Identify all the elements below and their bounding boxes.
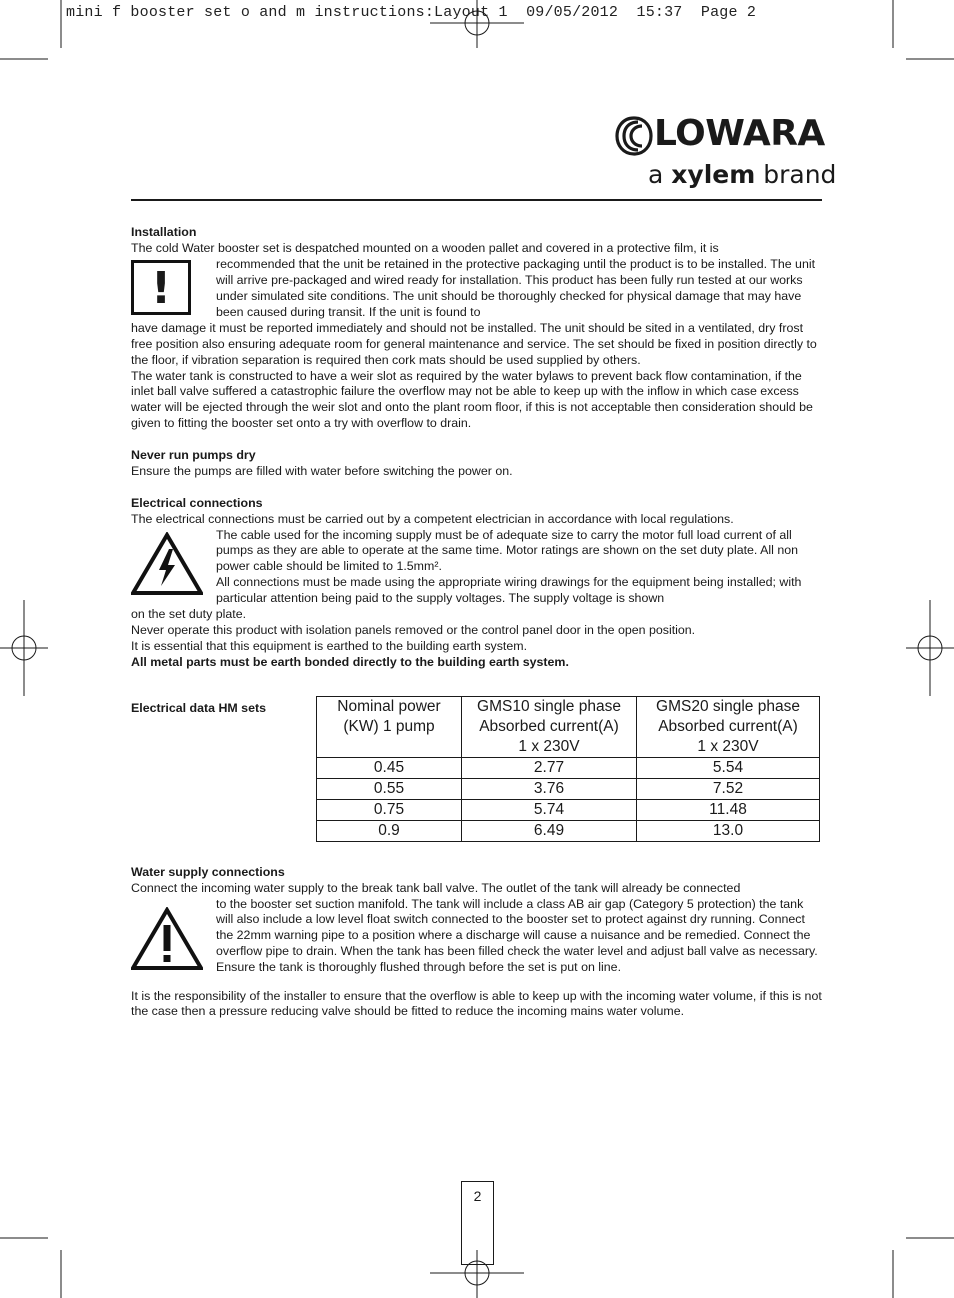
page-number: 2 (461, 1181, 494, 1265)
electric-hazard-icon (131, 532, 203, 596)
cell-power: 0.75 (317, 799, 462, 820)
water-supply-details: to the booster set suction manifold. The tank will include a class AB air gap (Category 5 protection) the tank will also include a low level float switch connected to the booster set to protect against dry running. Connect the 22mm warning pipe to a position where a discharge will cause a nuisance and be remedied. Connect the overflow pipe to drain. When the tank has been filled check the water level and adjust ball valve as necessary. (216, 896, 818, 959)
cell-power: 0.55 (317, 778, 462, 799)
electrical-cable: The cable used for the incoming supply must be of adequate size to carry the motor full load current of all pumps as they are able to operate at the same time. Motor ratings are shown on the set duty plate. All non power cable should be limited to 1.5mm². (216, 527, 799, 574)
electrical-panels: Never operate this product with isolation panels removed or the control panel door in the open position. (131, 623, 696, 637)
print-slug: mini f booster set o and m instructions:Layout 1 09/05/2012 15:37 Page 2 (66, 4, 757, 21)
header-gms10: GMS10 single phase Absorbed current(A) 1 x 230V (462, 696, 637, 757)
electrical-data-title: Electrical data HM sets (131, 700, 266, 715)
electrical-data-table (316, 696, 820, 842)
exclamation-box-icon: ! (131, 260, 191, 315)
table-row (317, 820, 820, 841)
electrical-earth: It is essential that this equipment is earthed to the building earth system. (131, 638, 528, 653)
table-header-row (317, 696, 820, 757)
water-supply-intro: Connect the incoming water supply to the break tank ball valve. The outlet of the tank will already be connected (131, 880, 741, 895)
water-supply-flush: Ensure the tank is thoroughly flushed through before the set is put on line. (216, 960, 622, 975)
installation-beside-icon: recommended that the unit be retained in the protective packaging until the product is to be installed. The unit will arrive pre-packaged and wired ready for installation. This product has been fully run tested at our works under simulated site conditions. The unit should be thoroughly checked for physical damage that may have been caused during transit. If the unit is found to (216, 256, 816, 319)
installation-intro: The cold Water booster set is despatched mounted on a wooden pallet and covered in a protective film, it is (131, 240, 719, 255)
water-supply-after-icon: It is the responsibility of the installer to ensure that the overflow is able to keep up with the incoming water volume, if this is not the case then a pressure reducing valve should be fitted to reduce the incoming mains water volume. (131, 988, 822, 1019)
water-supply-body (131, 897, 823, 1021)
electrical-body (131, 528, 823, 623)
electrical-data-section (131, 697, 823, 841)
water-supply-title: Water supply connections (131, 864, 285, 879)
header-gms20: GMS20 single phase Absorbed current(A) 1 x 230V (637, 696, 820, 757)
cell-gms20: 7.52 (637, 778, 820, 799)
brand-name: LOWARA (654, 113, 825, 154)
cell-gms20: 5.54 (637, 757, 820, 778)
installation-body (131, 257, 823, 369)
electrical-after-icon: on the set duty plate. (131, 607, 247, 622)
installation-after-icon: have damage it must be reported immediately and should not be installed. The unit should be sited in a ventilated, dry frost free position also ensuring adequate room for general maintenance and service. The set should be fixed in position directly to the floor, if vibration separation is required then cork mats should be used supplied by others. (131, 320, 817, 367)
page-content (131, 225, 823, 1020)
electrical-wiring: All connections must be made using the appropriate wiring drawings for the equipment being installed; with particular attention being paid to the supply voltages. The supply voltage is shown (216, 575, 802, 606)
dry-run-title: Never run pumps dry (131, 448, 256, 463)
dry-run-text: Ensure the pumps are filled with water before switching the power on. (131, 463, 513, 478)
cell-gms20: 13.0 (637, 820, 820, 841)
cell-gms10: 3.76 (462, 778, 637, 799)
cell-gms20: 11.48 (637, 799, 820, 820)
header-nominal-power: Nominal power (KW) 1 pump (317, 696, 462, 757)
cell-gms10: 2.77 (462, 757, 637, 778)
header-rule (131, 199, 822, 201)
brand-tagline: a xylem brand (648, 160, 837, 189)
electrical-bonding: All metal parts must be earth bonded directly to the building earth system. (131, 654, 569, 669)
cell-gms10: 6.49 (462, 820, 637, 841)
installation-title: Installation (131, 225, 197, 239)
table-row (317, 757, 820, 778)
table-row (317, 799, 820, 820)
cell-power: 0.45 (317, 757, 462, 778)
cell-gms10: 5.74 (462, 799, 637, 820)
table-row (317, 778, 820, 799)
warning-triangle-icon (131, 907, 203, 971)
electrical-title: Electrical connections (131, 495, 263, 510)
lowara-logo (612, 112, 837, 194)
electrical-intro: The electrical connections must be carried out by a competent electrician in accordance with local regulations. (131, 511, 734, 526)
cell-power: 0.9 (317, 820, 462, 841)
installation-tank: The water tank is constructed to have a weir slot as required by the water bylaws to prevent back flow contamination, if the inlet ball valve suffered a catastrophic failure the overflow may not be able to keep up with the inflow in which case excess water will be ejected through the weir slot and onto the plant room floor, if this is not acceptable then consideration should be given to fitting the booster set onto a try with overflow to drain. (131, 368, 813, 431)
lowara-swirl-icon (614, 114, 654, 158)
